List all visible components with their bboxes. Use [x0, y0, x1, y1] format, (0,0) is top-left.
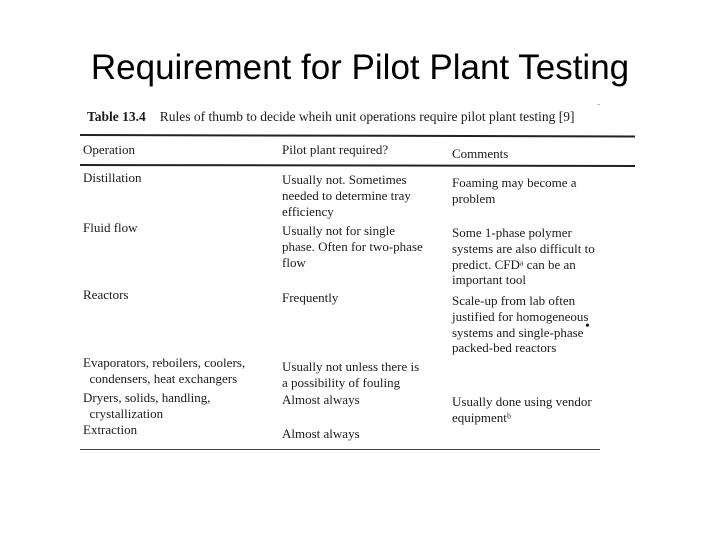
row-distillation-comments: Foaming may become a problem [452, 175, 577, 206]
row-extraction-pilot: Almost always [282, 426, 360, 441]
slide-title: Requirement for Pilot Plant Testing [90, 48, 630, 87]
row-fluid-flow-pilot: Usually not for single phase. Often for two-phase flow [282, 223, 423, 270]
row-reactors-comments: Scale-up from lab often justified for homogeneous systems and single-phase packed-bed reactors [452, 293, 589, 356]
header-operation: Operation [83, 142, 135, 157]
top-rule [80, 134, 635, 137]
row-distillation-pilot: Usually not. Sometimes needed to determine tray efficiency [282, 172, 411, 219]
row-evaporators-pilot: Usually not unless there is a possibility of fouling [282, 359, 420, 390]
table-caption [87, 109, 574, 125]
header-comments: Comments [452, 146, 509, 161]
header-pilot-plant-required: Pilot plant required? [282, 142, 389, 157]
row-fluid-flow-comments: Some 1-phase polymer systems are also difficult to predict. CFDᵃ can be an important tool [452, 225, 595, 288]
row-dryers-operation: Dryers, solids, handling, crystallization [83, 390, 211, 421]
row-evaporators-operation: Evaporators, reboilers, coolers, condensers, heat exchangers [83, 355, 246, 386]
table-number: Table 13.4 [87, 109, 146, 124]
row-extraction-operation: Extraction [83, 422, 138, 437]
table-caption-text: Rules of thumb to decide wheih unit operations require pilot plant testing [9] [159, 109, 575, 124]
row-fluid-flow-operation: Fluid flow [83, 220, 138, 235]
row-reactors-pilot: Frequently [282, 290, 339, 305]
bottom-rule [80, 449, 600, 450]
row-dryers-pilot: Almost always [282, 392, 360, 407]
row-reactors-operation: Reactors [83, 287, 129, 302]
corner-mark: - [597, 100, 600, 109]
row-dryers-comments: Usually done using vendor equipmentᵇ [452, 394, 592, 425]
header-rule [80, 164, 635, 166]
row-distillation-operation: Distillation [83, 170, 142, 185]
scanned-table [80, 100, 636, 456]
stray-mark: • [585, 319, 590, 334]
